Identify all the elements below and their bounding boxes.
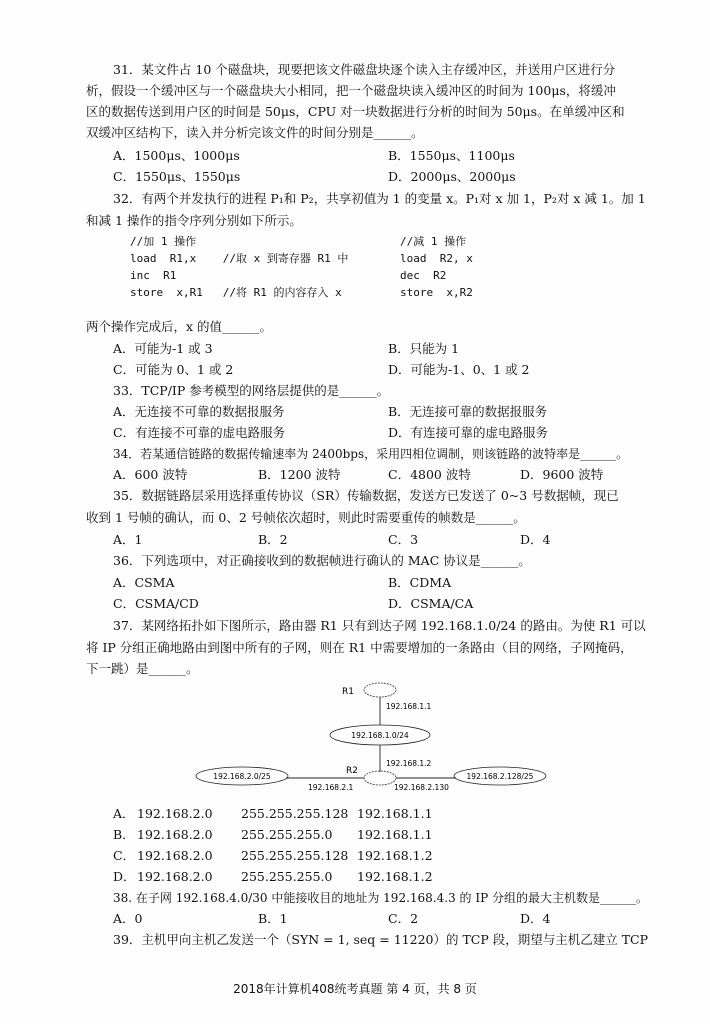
- q37-option-a-hop: 192.168.1.1: [357, 806, 433, 821]
- q37-option-b-letter: B．: [113, 827, 135, 842]
- q37-option-d-letter: D．: [113, 869, 136, 884]
- q32-code-left-3: inc R1: [130, 269, 177, 282]
- q31-line-2: 析，假设一个缓冲区与一个磁盘块大小相同，把一个磁盘块读入缓冲区的时间为 100μs，将缓冲: [86, 83, 616, 98]
- q37-option-b-net: 192.168.2.0: [137, 827, 213, 842]
- q35-option-d: D．4: [520, 532, 551, 547]
- r2-top-ip-label: 192.168.1.2: [386, 759, 432, 768]
- q37-option-a-mask: 255.255.255.128: [241, 806, 349, 821]
- q31-line-1: 31．某文件占 10 个磁盘块，现要把该文件磁盘块逐个读入主存缓冲区，并送用户区进行分: [113, 62, 616, 77]
- q36-option-d: D．CSMA/CA: [388, 596, 474, 611]
- q36-option-c: C．CSMA/CD: [113, 596, 199, 611]
- q34-option-a: A．600 波特: [113, 467, 188, 482]
- net-right-label: 192.168.2.128/25: [466, 772, 534, 781]
- q34-option-c: C．4800 波特: [388, 467, 471, 482]
- q37-option-c-letter: C．: [113, 848, 136, 863]
- q37-line-1: 37．某网络拓扑如下图所示，路由器 R1 只有到达子网 192.168.1.0/24 的路由。为使 R1 可以: [113, 618, 646, 633]
- q32-after: 两个操作完成后，x 的值______。: [86, 319, 273, 334]
- q37-option-a-net: 192.168.2.0: [137, 806, 213, 821]
- q38-option-a: A．0: [113, 911, 143, 926]
- q37-option-d-hop: 192.168.1.2: [357, 869, 433, 884]
- q37-option-c-mask: 255.255.255.128: [241, 848, 349, 863]
- r2-router-icon: [364, 771, 396, 785]
- q31-line-4: 双缓冲区结构下，读入并分析完该文件的时间分别是______。: [86, 125, 424, 140]
- r1-ip-label: 192.168.1.1: [386, 702, 432, 711]
- q36-option-b: B．CDMA: [388, 575, 452, 590]
- q38-option-d: D．4: [520, 911, 551, 926]
- q38-line: 38. 在子网 192.168.4.0/30 中能接收目的地址为 192.168.4.3 的 IP 分组的最大主机数是______。: [113, 891, 648, 905]
- r2-right-ip-label: 192.168.2.130: [394, 783, 449, 792]
- q32-code-right-4: store x,R2: [400, 286, 473, 299]
- q35-line-1: 35．数据链路层采用选择重传协议（SR）传输数据，发送方已发送了 0~3 号数据帧，现已: [113, 488, 619, 503]
- q37-option-d-net: 192.168.2.0: [137, 869, 213, 884]
- q37-option-b-mask: 255.255.255.0: [241, 827, 333, 842]
- page-footer: 2018年计算机408统考真题 第 4 页，共 8 页: [233, 982, 477, 996]
- r2-left-ip-label: 192.168.2.1: [308, 783, 354, 792]
- q35-line-2: 收到 1 号帧的确认，而 0、2 号帧依次超时，则此时需要重传的帧数是______。: [86, 510, 526, 525]
- q32-option-a: A．可能为-1 或 3: [113, 341, 213, 356]
- q32-option-c: C．可能为 0、1 或 2: [113, 362, 234, 377]
- q32-code-right-3: dec R2: [400, 269, 447, 282]
- q33-option-b: B．无连接可靠的数据报服务: [388, 404, 548, 419]
- net-top-label: 192.168.1.0/24: [351, 731, 409, 740]
- q37-option-d-mask: 255.255.255.0: [241, 869, 333, 884]
- q37-option-a-letter: A．: [113, 806, 135, 821]
- q35-option-a: A．1: [113, 532, 143, 547]
- r1-router-icon: [364, 683, 396, 697]
- q34-option-d: D．9600 波特: [520, 467, 604, 482]
- net-left-label: 192.168.2.0/25: [213, 772, 271, 781]
- q38-option-b: B．1: [258, 911, 288, 926]
- q31-option-b: B．1550μs、1100μs: [388, 148, 515, 163]
- q37-option-c-hop: 192.168.1.2: [357, 848, 433, 863]
- q32-option-b: B．只能为 1: [388, 341, 460, 356]
- q35-option-b: B．2: [258, 532, 288, 547]
- network-topology-diagram: [190, 680, 570, 798]
- r1-label: R1: [342, 687, 354, 697]
- q38-option-c: C．2: [388, 911, 419, 926]
- q32-code-left-2: load R1,x //取 x 到寄存器 R1 中: [130, 252, 349, 265]
- q39-line: 39．主机甲向主机乙发送一个（SYN = 1, seq = 11220）的 TCP 段，期望与主机乙建立 TCP: [113, 932, 649, 947]
- q33-option-c: C．有连接不可靠的虚电路服务: [113, 425, 286, 440]
- q33-line: 33．TCP/IP 参考模型的网络层提供的是______。: [113, 383, 390, 398]
- q33-option-d: D．有连接可靠的虚电路服务: [388, 425, 549, 440]
- r2-label: R2: [346, 766, 358, 776]
- q32-option-d: D．可能为-1、0、1 或 2: [388, 362, 530, 377]
- q37-option-c-net: 192.168.2.0: [137, 848, 213, 863]
- q34-option-b: B．1200 波特: [258, 467, 341, 482]
- q31-line-3: 区的数据传送到用户区的时间是 50μs，CPU 对一块数据进行分析的时间为 50μs。在单缓冲区和: [86, 104, 625, 119]
- q34-line: 34．若某通信链路的数据传输速率为 2400bps，采用四相位调制，则该链路的波特率是______。: [113, 447, 629, 461]
- q32-code-right-1: //减 1 操作: [400, 235, 467, 248]
- q37-line-3: 下一跳）是______。: [86, 661, 199, 676]
- q35-option-c: C．3: [388, 532, 419, 547]
- q31-option-d: D．2000μs、2000μs: [388, 169, 516, 184]
- q32-code-right-2: load R2, x: [400, 252, 473, 265]
- q36-option-a: A．CSMA: [113, 575, 175, 590]
- q36-line: 36．下列选项中，对正确接收到的数据帧进行确认的 MAC 协议是______。: [113, 553, 531, 568]
- q37-option-b-hop: 192.168.1.1: [357, 827, 433, 842]
- q32-line-2: 和减 1 操作的指令序列分别如下所示。: [86, 213, 302, 228]
- q31-option-a: A．1500μs、1000μs: [113, 148, 240, 163]
- q32-line-1: 32．有两个并发执行的进程 P₁和 P₂，共享初值为 1 的变量 x。P₁对 x 加 1，P₂对 x 减 1。加 1: [113, 191, 646, 206]
- q32-code-left-1: //加 1 操作: [130, 235, 197, 248]
- q33-option-a: A．无连接不可靠的数据报服务: [113, 404, 285, 419]
- q31-option-c: C．1550μs、1550μs: [113, 169, 241, 184]
- q32-code-left-4: store x,R1 //将 R1 的内容存入 x: [130, 286, 342, 299]
- q37-line-2: 将 IP 分组正确地路由到图中所有的子网，则在 R1 中需要增加的一条路由（目的网络，子网掩码，: [86, 640, 633, 655]
